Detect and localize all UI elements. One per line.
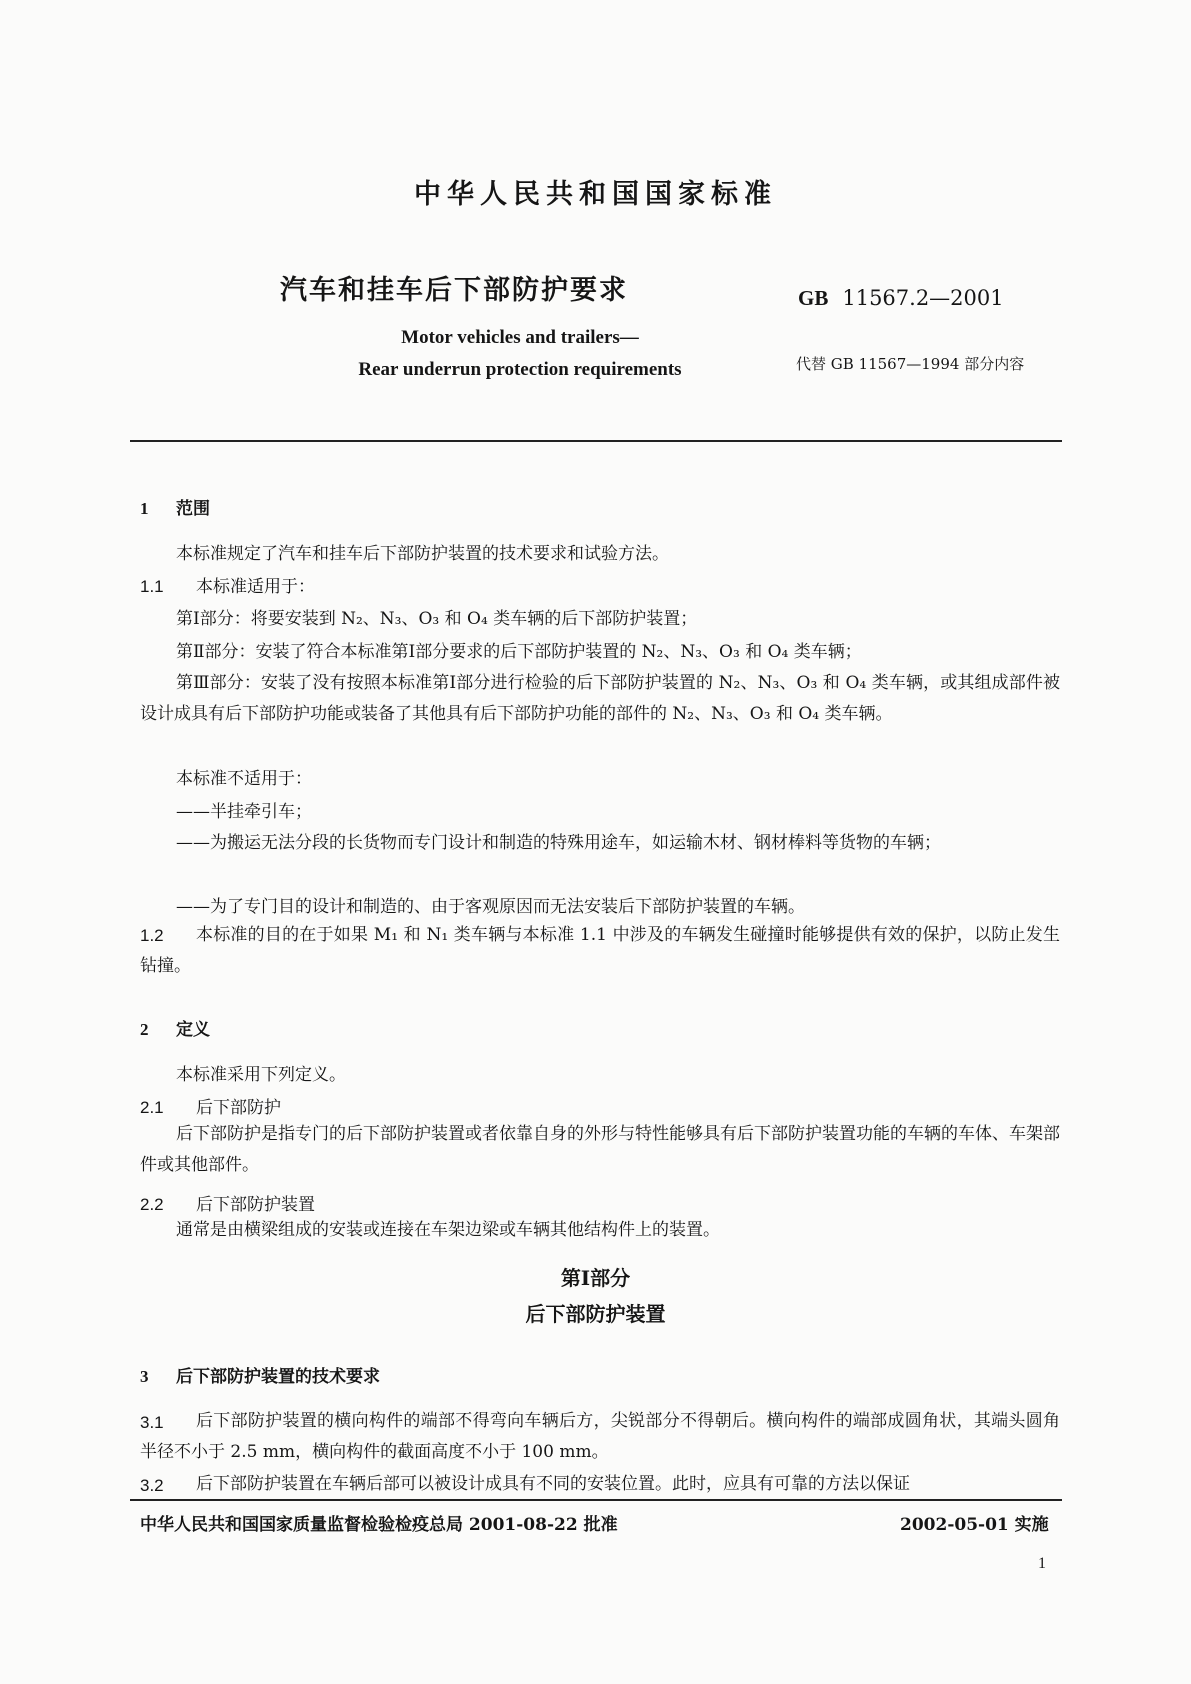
section-3-heading xyxy=(140,1362,380,1387)
section-number: 3 xyxy=(140,1367,149,1386)
code-prefix: GB xyxy=(798,286,829,310)
clause-2-2-heading xyxy=(140,1190,315,1215)
part-heading-title: 后下部防护装置 xyxy=(525,1302,666,1326)
clause-2-1-heading xyxy=(140,1093,281,1118)
code-number: 11567.2—2001 xyxy=(842,286,1004,310)
section-2-heading xyxy=(140,1015,210,1040)
approval-line: 中华人民共和国国家质量监督检验检疫总局 2001-08-22 批准 xyxy=(140,1515,618,1535)
scope-part-2: 第Ⅱ部分：安装了符合本标准第Ⅰ部分要求的后下部防护装置的 N₂、N₃、O₃ 和 O₄ 类车辆； xyxy=(176,642,862,662)
clause-number: 1.1 xyxy=(140,577,164,596)
header-divider xyxy=(130,440,1062,442)
clause-2-2-text: 通常是由横梁组成的安装或连接在车架边梁或车辆其他结构件上的装置。 xyxy=(176,1220,720,1240)
clause-number: 3.2 xyxy=(140,1476,164,1495)
section-title: 范围 xyxy=(176,499,210,519)
english-title-line2: Rear underrun protection requirements xyxy=(358,359,682,380)
clause-number: 2.2 xyxy=(140,1195,164,1214)
section-title: 后下部防护装置的技术要求 xyxy=(176,1367,380,1387)
exclusion-2: ——为搬运无法分段的长货物而专门设计和制造的特殊用途车，如运输木材、钢材棒料等货物的车辆； xyxy=(176,833,941,853)
section-1-intro: 本标准规定了汽车和挂车后下部防护装置的技术要求和试验方法。 xyxy=(176,544,669,564)
clause-3-2-text: 后下部防护装置在车辆后部可以被设计成具有不同的安装位置。此时，应具有可靠的方法以保证 xyxy=(196,1474,910,1494)
standard-organization: 中华人民共和国国家标准 xyxy=(414,179,777,210)
clause-1-1-heading xyxy=(140,572,315,597)
part-heading-number: 第Ⅰ部分 xyxy=(560,1266,631,1290)
exclusion-1: ——半挂牵引车； xyxy=(176,802,312,822)
clause-number: 1.2 xyxy=(140,926,164,945)
scope-part-1: 第Ⅰ部分：将要安装到 N₂、N₃、O₃ 和 O₄ 类车辆的后下部防护装置； xyxy=(176,609,698,629)
clause-title: 本标准适用于： xyxy=(196,577,315,597)
document-title: 汽车和挂车后下部防护要求 xyxy=(280,275,628,306)
clause-title: 后下部防护 xyxy=(196,1098,281,1118)
clause-3-1-text: 后下部防护装置的横向构件的端部不得弯向车辆后方，尖锐部分不得朝后。横向构件的端部成圆角状，其端头圆角半径不小于 2.5 mm，横向构件的截面高度不小于 100 mm。 xyxy=(140,1411,1060,1462)
footer-divider xyxy=(130,1499,1062,1501)
clause-1-2-text: 本标准的目的在于如果 M₁ 和 N₁ 类车辆与本标准 1.1 中涉及的车辆发生碰撞时能够提供有效的保护，以防止发生钻撞。 xyxy=(140,925,1060,976)
clause-number: 3.1 xyxy=(140,1413,164,1432)
standard-code xyxy=(798,286,1004,311)
not-apply-heading: 本标准不适用于： xyxy=(176,769,312,789)
english-title-line1: Motor vehicles and trailers— xyxy=(401,327,639,348)
clause-number: 2.1 xyxy=(140,1098,164,1117)
section-2-intro: 本标准采用下列定义。 xyxy=(176,1065,346,1085)
section-number: 1 xyxy=(140,499,149,518)
clause-2-1-text: 后下部防护是指专门的后下部防护装置或者依靠自身的外形与特性能够具有后下部防护装置功能的车辆的车体、车架部件或其他部件。 xyxy=(140,1124,1060,1175)
section-1-heading xyxy=(140,494,210,519)
clause-3-2-num xyxy=(140,1476,196,1496)
replaces-note: 代替 GB 11567—1994 部分内容 xyxy=(796,355,1025,373)
page-number: 1 xyxy=(1038,1555,1046,1572)
effective-date: 2002-05-01 实施 xyxy=(900,1515,1049,1535)
exclusion-3: ——为了专门目的设计和制造的、由于客观原因而无法安装后下部防护装置的车辆。 xyxy=(176,897,805,917)
section-title: 定义 xyxy=(176,1020,210,1040)
clause-title: 后下部防护装置 xyxy=(196,1195,315,1215)
scope-part-3: 第Ⅲ部分：安装了没有按照本标准第Ⅰ部分进行检验的后下部防护装置的 N₂、N₃、O₃ 和 O₄ 类车辆，或其组成部件被设计成具有后下部防护功能或装备了其他具有后下部防护功能的部件的 N₂、N₃、O₃ 和 O₄ 类车辆。 xyxy=(140,673,1060,724)
section-number: 2 xyxy=(140,1020,149,1039)
